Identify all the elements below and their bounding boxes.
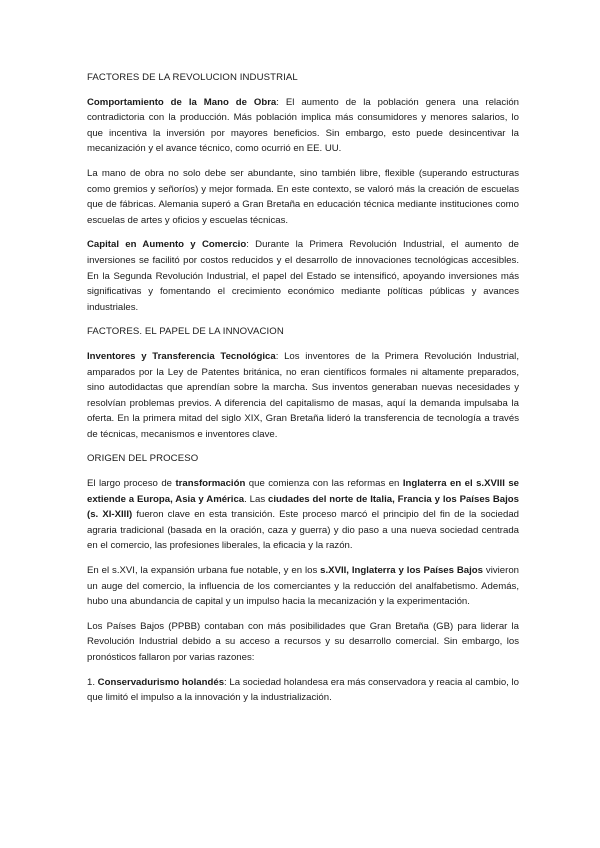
term-mano-de-obra: Comportamiento de la Mano de Obra bbox=[87, 96, 277, 108]
section-heading-factores: FACTORES DE LA REVOLUCION INDUSTRIAL bbox=[87, 72, 298, 83]
term-inglaterra: Inglaterra en el s.XVIII se extiende a Europa, Asia y América bbox=[87, 478, 520, 505]
paragraph-text: : Durante la Primera Revolución Industrial, el aumento de inversiones se facilitó por costos reducidos y el desarrollo de innovaciones tecnológicas accesibles. En la Segunda Revolución Industrial, el papel del Estado se intensificó, apoyando inversiones más significativas y fomentando el crecimiento económico mediante políticas públicas y avances industriales. bbox=[87, 239, 519, 313]
term-inventores: Inventores y Transferencia Tecnológica bbox=[87, 350, 276, 362]
section-heading-innovacion: FACTORES. EL PAPEL DE LA INNOVACION bbox=[87, 326, 284, 338]
text-run: En el s.XVI, la expansión urbana fue notable, y en los bbox=[87, 565, 321, 577]
text-run: vivieron un auge del comercio, la influencia de los comerciantes y la reducción del analfabetismo. Además, hubo una abundancia de capital y un impulso hacia la mecanización y la experimentación. bbox=[87, 565, 519, 608]
text-run: . Las bbox=[244, 493, 269, 505]
paragraph-paises-bajos: Los Países Bajos (PPBB) contaban con más posibilidades que Gran Bretaña (GB) para liderar la Revolución Industrial debido a su acceso a recursos y su desarrollo comercial. Sin embargo, los pronósticos fallaron por varias razones: bbox=[87, 620, 519, 663]
text-run: que comienza con las reformas en bbox=[245, 478, 403, 490]
document-body bbox=[87, 70, 519, 715]
term-s-xvii: s.XVII, Inglaterra y los Países Bajos bbox=[320, 565, 484, 577]
paragraph-conservadurismo bbox=[87, 675, 519, 706]
term-transformacion: transformación bbox=[175, 478, 246, 490]
term-capital: Capital en Aumento y Comercio bbox=[87, 239, 247, 251]
term-conservadurismo: Conservadurismo holandés bbox=[97, 676, 225, 688]
paragraph-text: : El aumento de la población genera una relación contradictoria con la producción. Más población implica más consumidores y menores salarios, lo que incentiva la inversión por mayores beneficios. Sin embargo, esto puede desincentivar la mecanización y el avance técnico, como ocurrió en EE. UU. bbox=[87, 96, 519, 155]
paragraph-mano-de-obra-libre: La mano de obra no solo debe ser abundante, sino también libre, flexible (superando estructuras como gremios y señoríos) y mejor formada. En este contexto, se valoró más la creación de escuelas que de fábricas. Alemania superó a Gran Bretaña en educación técnica mediante instituciones como escuelas de artes y oficios y escuelas técnicas. bbox=[87, 167, 519, 226]
text-run: : La sociedad holandesa era más conservadora y reacia al cambio, lo que limitó el impulso a la innovación y la industrialización. bbox=[87, 676, 519, 704]
list-number: 1. bbox=[87, 676, 98, 688]
text-run: fueron clave en esta transición. Este proceso marcó el principio del fin de la sociedad agraria tradicional (basada en la oración, caza y guerra) y dio paso a una nueva sociedad centrada en el comercio, las profesiones liberales, la eficacia y la razón. bbox=[87, 509, 519, 552]
paragraph-expansion-urbana bbox=[87, 563, 519, 610]
section-heading-origen: ORIGEN DEL PROCESO bbox=[87, 453, 199, 465]
paragraph-mano-de-obra bbox=[87, 95, 519, 157]
paragraph-text: : Los inventores de la Primera Revolución Industrial, amparados por la Ley de Patentes británica, no eran científicos formales ni altamente preparados, sino autodidactas que aprendían sobre la marcha. Sus inventos generaban nuevas necesidades y resolvían problemas previos. A diferencia del capitalismo de masas, aquí la demanda impulsaba la oferta. En la primera mitad del siglo XIX, Gran Bretaña lideró la transferencia de tecnología a través de técnicas, mecanismos e inventores clave. bbox=[87, 350, 519, 440]
paragraph-transformacion bbox=[87, 476, 519, 554]
paragraph-inventores bbox=[87, 349, 519, 443]
text-run: El largo proceso de bbox=[87, 478, 176, 490]
paragraph-capital bbox=[87, 237, 519, 315]
term-ciudades-norte: ciudades del norte de Italia, Francia y los Países Bajos (s. XI-XIII) bbox=[87, 493, 519, 521]
